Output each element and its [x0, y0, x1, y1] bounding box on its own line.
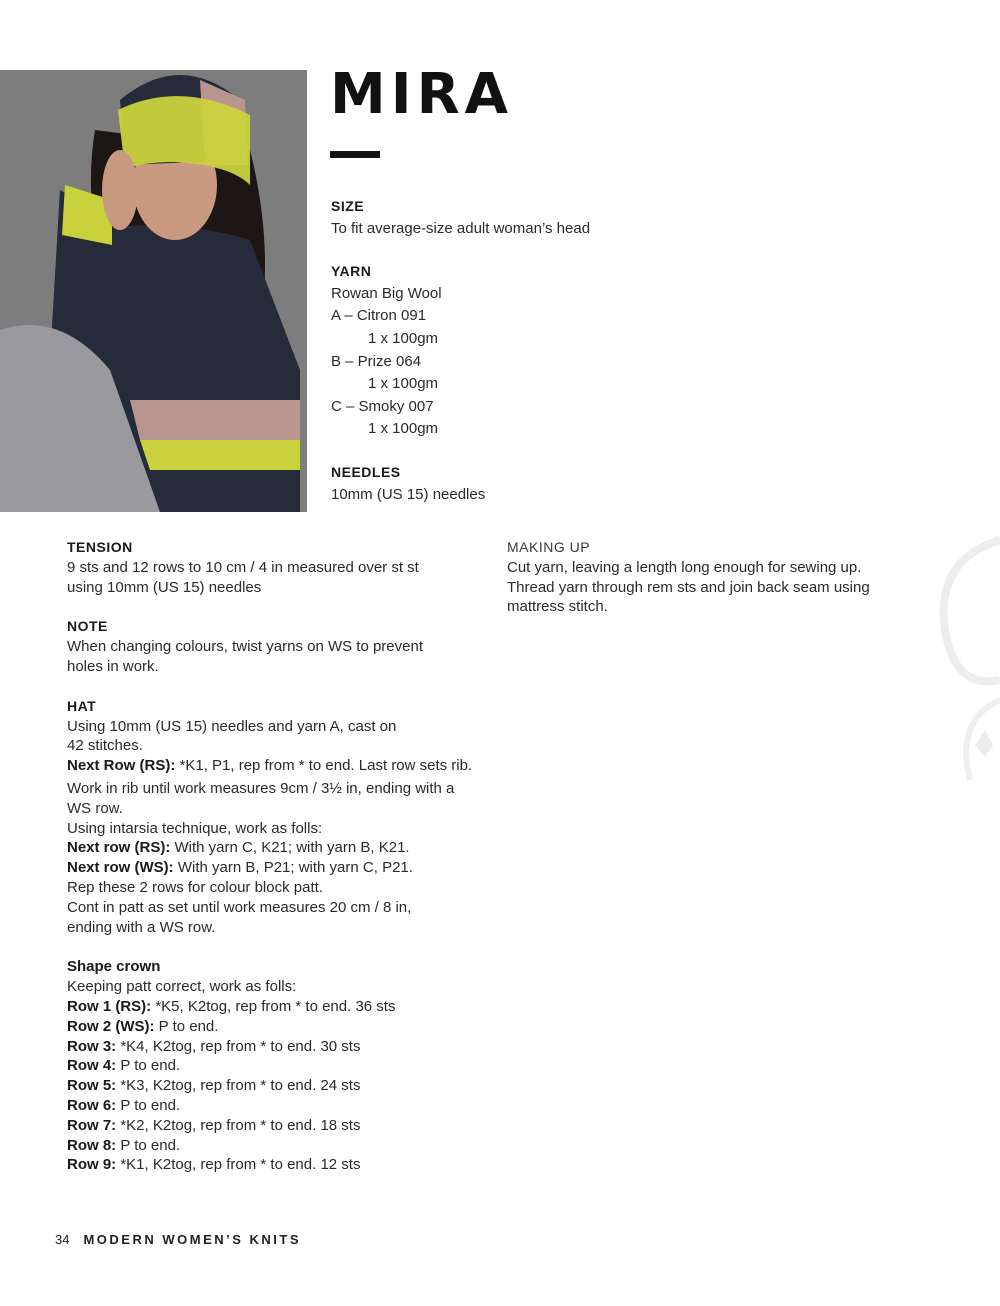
- yarn-brand: Rowan Big Wool: [331, 284, 442, 302]
- row-text: *K4, K2tog, rep from * to end. 30 sts: [116, 1037, 361, 1055]
- row-label: Row 3:: [67, 1037, 117, 1055]
- tension-line: 9 sts and 12 rows to 10 cm / 4 in measured over st st: [67, 558, 419, 576]
- model-photo: [0, 70, 307, 512]
- tension-heading: TENSION: [67, 539, 133, 555]
- hat-line: WS row.: [67, 799, 123, 817]
- row-text: *K1, K2tog, rep from * to end. 12 sts: [116, 1156, 361, 1174]
- crown-row: [67, 1155, 497, 1175]
- row-text: *K1, P1, rep from * to end. Last row sets rib.: [175, 757, 473, 775]
- hat-line: [67, 756, 497, 776]
- row-label: Next row (RS):: [67, 839, 171, 857]
- hat-line: 42 stitches.: [67, 737, 143, 755]
- size-heading: SIZE: [331, 198, 365, 214]
- spec-block: [331, 195, 661, 506]
- row-text: P to end.: [116, 1136, 181, 1154]
- page-footer: [55, 1232, 301, 1247]
- instructions-right-column: [507, 538, 932, 617]
- yarn-colour-b: B – Prize 064: [331, 352, 422, 370]
- crown-row: [67, 1136, 497, 1156]
- hat-line: Cont in patt as set until work measures 20 cm / 8 in,: [67, 898, 412, 916]
- note-heading: NOTE: [67, 618, 108, 635]
- crown-row: [67, 1076, 497, 1096]
- making-up-line: Cut yarn, leaving a length long enough for sewing up.: [507, 558, 862, 576]
- row-label: Row 4:: [67, 1057, 117, 1075]
- hat-line: Using 10mm (US 15) needles and yarn A, cast on: [67, 717, 397, 735]
- row-label: Row 1 (RS):: [67, 997, 152, 1015]
- row-label: Row 6:: [67, 1096, 117, 1114]
- pattern-title: MIRA: [330, 62, 514, 127]
- row-label: Row 9:: [67, 1156, 117, 1174]
- instructions-left-column: [67, 538, 497, 1175]
- model-illustration: [0, 70, 307, 512]
- shape-crown-heading: [67, 957, 497, 977]
- making-up-line: mattress stitch.: [507, 598, 608, 616]
- title-rule: [330, 151, 380, 158]
- hat-line: ending with a WS row.: [67, 918, 216, 936]
- row-label: Row 2 (WS):: [67, 1017, 155, 1035]
- yarn-colour-a: A – Citron 091: [331, 307, 427, 325]
- hat-line: Work in rib until work measures 9cm / 3½ in, ending with a: [67, 779, 455, 797]
- hat-heading: HAT: [67, 697, 97, 714]
- row-label: Row 8:: [67, 1136, 117, 1154]
- crown-row: [67, 997, 497, 1017]
- hat-line: Rep these 2 rows for colour block patt.: [67, 878, 323, 896]
- crown-row: [67, 1056, 497, 1076]
- yarn-qty-a: 1 x 100gm: [368, 329, 439, 347]
- tension-line: using 10mm (US 15) needles: [67, 578, 262, 596]
- page-number: 34: [55, 1232, 70, 1247]
- row-label: Next row (WS):: [67, 859, 174, 877]
- size-text: To fit average-size adult woman’s head: [331, 219, 591, 237]
- row-text: P to end.: [116, 1057, 181, 1075]
- making-up-heading: MAKING UP: [507, 539, 591, 555]
- crown-row: [67, 1116, 497, 1136]
- needles-heading: NEEDLES: [331, 463, 401, 480]
- needles-text: 10mm (US 15) needles: [331, 485, 486, 503]
- row-text: With yarn B, P21; with yarn C, P21.: [173, 859, 413, 877]
- hat-line: [67, 838, 497, 858]
- making-up-line: Thread yarn through rem sts and join back seam using: [507, 578, 870, 596]
- yarn-heading: YARN: [331, 263, 372, 280]
- note-line: holes in work.: [67, 657, 159, 675]
- yarn-qty-c: 1 x 100gm: [368, 420, 439, 438]
- hat-line: Using intarsia technique, work as folls:: [67, 819, 323, 837]
- row-text: With yarn C, K21; with yarn B, K21.: [170, 839, 410, 857]
- row-label: Next Row (RS):: [67, 757, 176, 775]
- row-text: *K5, K2tog, rep from * to end. 36 sts: [151, 997, 396, 1015]
- crown-row: [67, 1037, 497, 1057]
- yarn-colour-c: C – Smoky 007: [331, 397, 434, 415]
- shape-crown-heading-text: Shape crown: [67, 958, 161, 976]
- row-text: P to end.: [154, 1017, 219, 1035]
- crown-row: [67, 1096, 497, 1116]
- row-text: P to end.: [116, 1096, 181, 1114]
- decorative-swirl-icon: [915, 520, 1000, 790]
- crown-intro: Keeping patt correct, work as folls:: [67, 978, 297, 996]
- row-label: Row 5:: [67, 1077, 117, 1095]
- row-text: *K2, K2tog, rep from * to end. 18 sts: [116, 1116, 361, 1134]
- book-title: MODERN WOMEN’S KNITS: [83, 1232, 302, 1247]
- row-text: *K3, K2tog, rep from * to end. 24 sts: [116, 1077, 361, 1095]
- row-label: Row 7:: [67, 1116, 117, 1134]
- hat-line: [67, 858, 497, 878]
- note-line: When changing colours, twist yarns on WS to prevent: [67, 638, 424, 656]
- yarn-qty-b: 1 x 100gm: [368, 375, 439, 393]
- crown-row: [67, 1017, 497, 1037]
